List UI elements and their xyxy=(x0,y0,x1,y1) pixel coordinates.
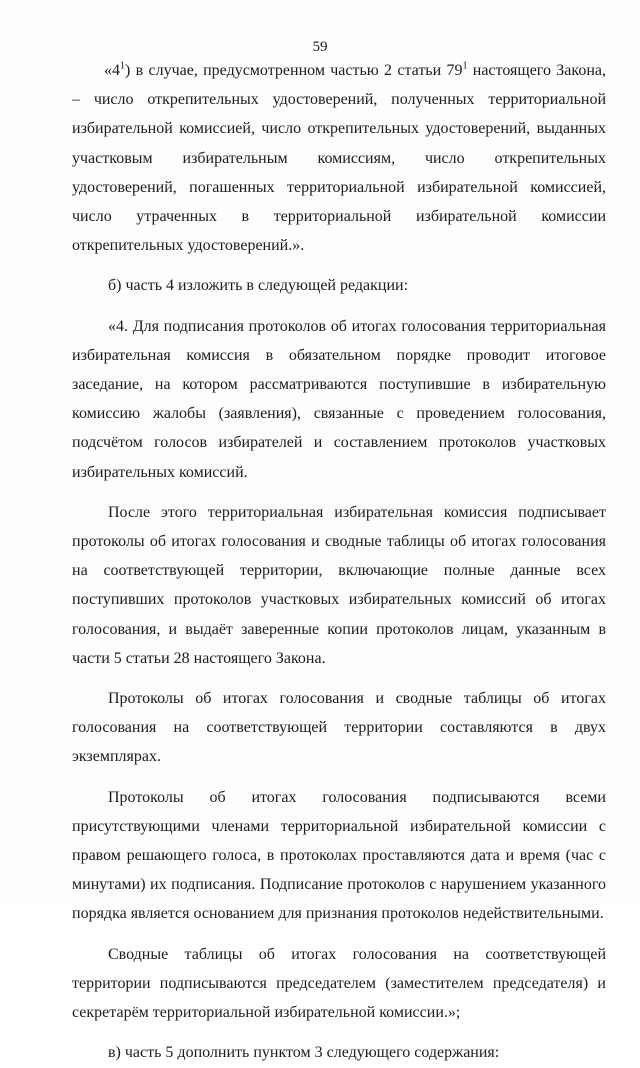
paragraph-summary-tables: Сводные таблицы об итогах голосования на соответствующей территории подписываются председателем (заместителем председателя) и секретарём территориальной избирательной комиссии.»; xyxy=(72,945,606,1022)
paragraph-amendment-v: в) часть 5 дополнить пунктом 3 следующего содержания: xyxy=(108,1044,500,1062)
paragraph-part-4: «4. Для подписания протоколов об итогах голосования территориальная избирательная комиссия в обязательном порядке проводит итоговое заседание, на котором рассматриваются поступившие в избирательную комиссию жалобы (заявления), связанные с проведением голосования, подсчётом голосов избирателей и составлением протоколов участковых избирательных комиссий. xyxy=(72,317,606,481)
page-number: 59 xyxy=(312,39,328,55)
paragraph-signing: Протоколы об итогах голосования подписываются всеми присутствующими членами территориальной избирательной комиссии с правом решающего голоса, в протоколах проставляются дата и время (час с минутами) их подписания. Подписание протоколов с нарушением указанного порядка является основанием для признания протоколов недействительными. xyxy=(72,788,606,923)
clause-text-end: настоящего Закона, – число открепительных удостоверений, полученных территориальной избирательной комиссией, число открепительных удостоверений, выданных участковым избирательным комиссиям, число открепительных удостоверений, погашенных территориальной избирательной комиссией, число утраченных в территориальной избирательной комиссии открепительных удостоверений.». xyxy=(72,62,606,255)
clause-text-middle: ) в случае, предусмотренном частью 2 статьи 79 xyxy=(125,62,463,79)
paragraph-after-this: После этого территориальная избирательная комиссия подписывает протоколы об итогах голосования и сводные таблицы об итогах голосования на соответствующей территории, включающие полные данные всех поступивших протоколов участковых избирательных комиссий об итогах голосования, и выдаёт заверенные копии протоколов лицам, указанным в части 5 статьи 28 настоящего Закона. xyxy=(72,503,606,667)
document-body xyxy=(72,56,606,1068)
clause-text-start: «4 xyxy=(104,62,120,79)
clause-superscript: 1 xyxy=(120,60,125,72)
paragraph-clause-4-1 xyxy=(72,56,606,260)
article-superscript: 1 xyxy=(462,60,468,72)
paragraph-amendment-b: б) часть 4 изложить в следующей редакции: xyxy=(108,277,409,295)
paragraph-two-copies: Протоколы об итогах голосования и сводные таблицы об итогах голосования на соответствующей территории составляются в двух экземплярах. xyxy=(72,690,606,766)
